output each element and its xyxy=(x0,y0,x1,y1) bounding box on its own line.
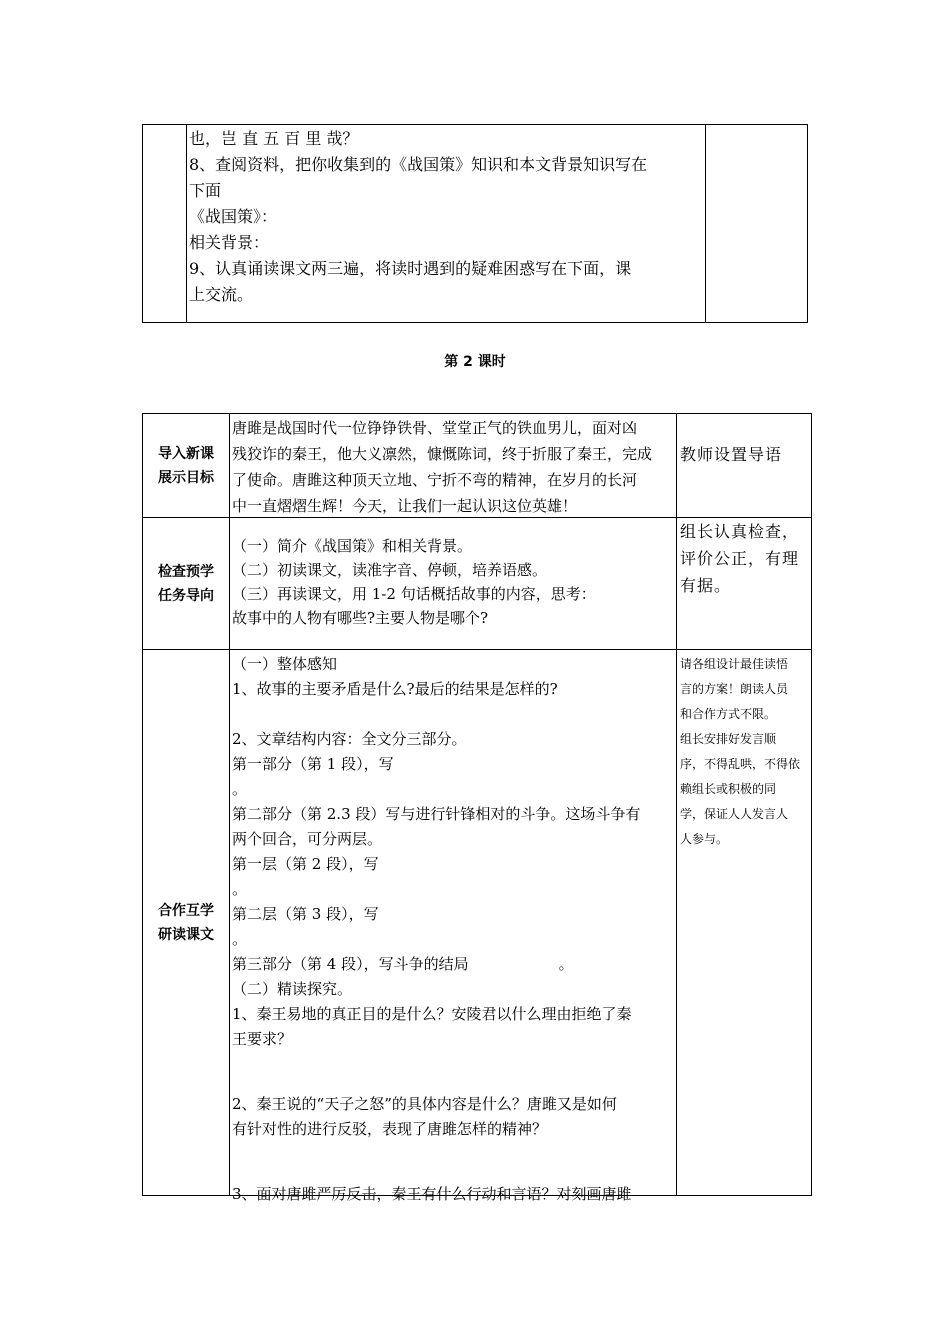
row-content: （一）整体感知 1、故事的主要矛盾是什么?最后的结果是怎样的? 2、文章结构内容：全文分三部分。 第一部分（第 1 段），写 。 第二部分（第 2.3 段）写与进行针锋相对的斗争。这场斗争有 两个回合，可分两层。 第一层（第 2 段），写 。 第二层（第 3 段），写 。 第三部分（第 4 段），写斗争的结局 。 （二）精读探究。 1、秦王易地的真正目的是什么？安陵君以什么理由拒绝了秦 王要求？ 2、秦王说的“天子之怒”的具体内容是什么？唐雎又是如何 有针对性的进行反驳，表现了唐雎怎样的精神？ 3、面对唐雎严厉反击，秦王有什么行动和言语？对刻画唐雎 xyxy=(232,655,641,1203)
row-note: 组长认真检查， 评价公正，有理 有据。 xyxy=(676,518,811,649)
row-content: （一）简介《战国策》和相关背景。 （二）初读课文，读准字音、停顿，培养语感。 （三）再读课文，用 1-2 句话概括故事的内容，思考： 故事中的人物有哪些?主要人物是哪个? xyxy=(232,537,596,627)
row-label: 导入新课 展示目标 xyxy=(143,414,230,517)
row-cooperative-study xyxy=(143,650,811,1203)
row-content: 唐雎是战国时代一位铮铮铁骨、堂堂正气的铁血男儿，面对凶 残狡诈的秦王，他大义凛然，慷慨陈词，终于折服了秦王，完成 了使命。唐雎这种顶天立地、宁折不弯的精神，在岁月的长河 中一直熠熠生辉！今天，让我们一起认识这位英雄！ xyxy=(232,419,653,515)
table1-line: 上交流。 xyxy=(189,285,254,304)
table1-line: 8、查阅资料，把你收集到的《战国策》知识和本文背景知识写在 xyxy=(189,155,648,174)
row-label: 合作互学 研读课文 xyxy=(143,650,230,1196)
table1-line: 下面 xyxy=(189,181,222,200)
row-label: 检查预学 任务导向 xyxy=(143,518,230,649)
table1-line: 《战国策》： xyxy=(189,207,278,226)
preview-task-table-continued xyxy=(142,124,808,323)
table1-left-cell xyxy=(143,125,187,322)
table1-right-cell xyxy=(705,125,807,322)
table1-line: 9、认真诵读课文两三遍，将读时遇到的疑难困惑写在下面，课 xyxy=(189,259,632,278)
row-note: 请各组设计最佳读悟 言的方案！朗读人员 和合作方式不限。 组长安排好发言顺 序，不得乱哄，不得依 赖组长或积极的同 学，保证人人发言人 人参与。 xyxy=(676,650,811,1196)
table1-content-cell xyxy=(189,125,705,308)
table1-line: 也，岂 直 五 百 里 哉？ xyxy=(189,129,359,148)
row-introduction xyxy=(143,414,811,518)
lesson-plan-table xyxy=(142,413,812,1203)
table1-line: 相关背景： xyxy=(189,233,270,252)
lesson-title: 第 2 课时 xyxy=(444,354,506,370)
row-note: 教师设置导语 xyxy=(676,414,811,517)
row-preview-check xyxy=(143,518,811,650)
